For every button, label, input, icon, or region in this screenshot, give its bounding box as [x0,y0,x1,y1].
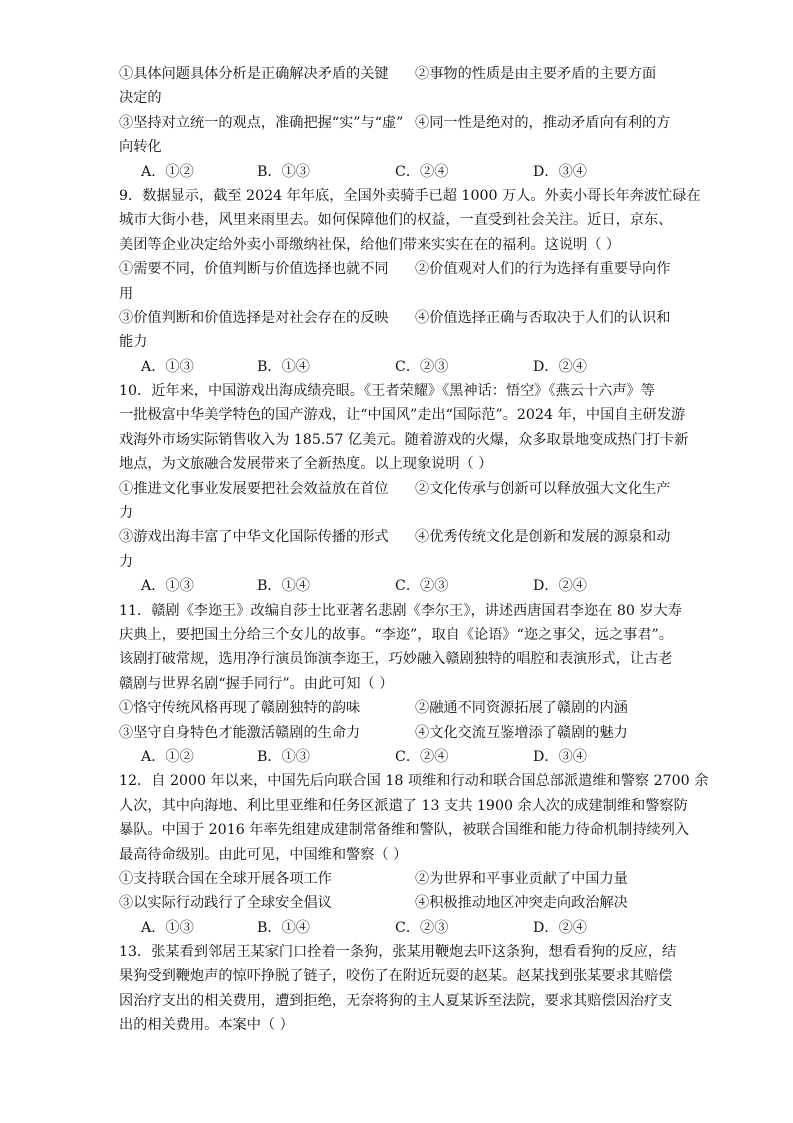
option-2: ②价值观对人们的行为选择有重要导向作 [415,261,671,278]
choice-d: D．③④ [533,163,587,180]
choice-a: A．①③ [141,919,194,936]
choice-d: D．②④ [533,919,587,936]
question-stem: 13．张某看到邻居王某家门口拴着一条狗，张某用鞭炮去吓这条狗，想看看狗的反应，结 [119,944,677,961]
option-2-continued: 用 [119,285,134,302]
option-row [119,257,679,281]
question-stem: 一批极富中华美学特色的国产游戏，让“中国风”走出“国际范”。2024 年，中国自主研发游 [119,407,686,424]
question-stem: 地点，为文旅融合发展带来了全新热度。以上现象说明（ ） [119,456,493,473]
choice-a: A．①② [141,163,194,180]
option-1: ①支持联合国在全球开展各项工作 [119,870,332,887]
question-stem: 11．赣剧《李迩王》改编自莎士比亚著名悲剧《李尔王》，讲述西唐国君李迩在 80 岁大寿 [119,602,682,619]
option-2-continued: 决定的 [119,90,162,107]
question-stem: 因治疗支出的相关费用，遭到拒绝，无奈将狗的主人夏某诉至法院，要求其赔偿因治疗支 [119,992,673,1009]
option-row [119,891,679,915]
exam-content [119,62,709,1038]
option-1: ①具体问题具体分析是正确解决矛盾的关键 [119,66,389,82]
option-2: ②融通不同资源拓展了赣剧的内涵 [415,700,628,717]
option-row [119,867,679,891]
question-stem: 该剧打破常规，选用净行演员饰演李迩王，巧妙融入赣剧独特的唱腔和表演形式，让古老 [119,651,673,668]
option-3: ③以实际行动践行了全球安全倡议 [119,895,332,912]
question-stem: 人次，其中向海地、利比里亚维和任务区派遣了 13 支共 1900 余人次的成建制维和警察防 [119,797,688,814]
option-2-continued: 力 [119,505,134,522]
choice-b: B．①③ [257,163,310,180]
question-stem: 10．近年来，中国游戏出海成绩亮眼。《王者荣耀》《黑神话：悟空》《燕云十六声》等 [119,383,655,400]
question-stem: 出的相关费用。本案中（ ） [119,1017,294,1034]
question-stem: 9．数据显示，截至 2024 年年底，全国外卖骑手已超 1000 万人。外卖小哥长年奔波忙碌在 [119,187,701,204]
choice-b: B．①④ [257,358,310,375]
question-stem: 庆典上，要把国土分给三个女儿的故事。“李迩”，取自《论语》“迩之事父，远之事君”。 [119,626,673,643]
option-4: ④积极推动地区冲突走向政治解决 [415,895,628,912]
choice-a: A．①② [141,748,194,765]
option-1: ①恪守传统风格再现了赣剧独特的韵味 [119,700,361,717]
choice-d: D．②④ [533,358,587,375]
option-2: ②事物的性质是由主要矛盾的主要方面 [415,66,657,82]
option-3: ③价值判断和价值选择是对社会存在的反映 [119,309,389,326]
choice-b: B．①④ [257,578,310,595]
choice-c: C．②③ [395,919,449,936]
option-2: ②为世界和平事业贡献了中国力量 [415,870,628,887]
answer-choices [119,745,679,769]
choice-c: C．②④ [395,748,449,765]
option-3: ③坚守自身特色才能激活赣剧的生命力 [119,724,361,741]
choice-a: A．①③ [141,578,194,595]
answer-choices [119,916,679,940]
choice-d: D．③④ [533,748,587,765]
choice-b: B．①④ [257,919,310,936]
choice-c: C．②③ [395,358,449,375]
option-1: ①需要不同，价值判断与价值选择也就不同 [119,261,389,278]
question-stem: 赣剧与世界名剧“握手同行”。由此可知（ ） [119,675,394,692]
answer-choices [119,574,679,598]
option-4: ④优秀传统文化是创新和发展的源泉和动 [415,529,671,546]
option-row [119,721,679,745]
option-2: ②文化传承与创新可以释放强大文化生产 [415,480,671,497]
option-4-continued: 力 [119,553,134,570]
option-row [119,62,679,86]
option-1: ①推进文化事业发展要把社会效益放在首位 [119,480,389,497]
answer-choices [119,355,679,379]
option-3: ③坚持对立统一的观点，准确把握“实”与“虚” [119,114,404,131]
option-3: ③游戏出海丰富了中华文化国际传播的形式 [119,529,389,546]
option-4: ④文化交流互鉴增添了赣剧的魅力 [415,724,628,741]
choice-c: C．②④ [395,163,449,180]
answer-choices [119,160,679,184]
option-row [119,111,679,135]
choice-b: B．①③ [257,748,310,765]
question-stem: 最高待命级别。由此可见，中国维和警察（ ） [119,846,408,863]
choice-a: A．①③ [141,358,194,375]
question-stem: 暴队。中国于 2016 年率先组建成建制常备维和警队，被联合国维和能力待命机制持续列入 [119,822,690,839]
question-stem: 美团等企业决定给外卖小哥缴纳社保，给他们带来实实在在的福利。这说明（ ） [119,236,621,253]
question-stem: 果狗受到鞭炮声的惊吓挣脱了链子，咬伤了在附近玩耍的赵某。赵某找到张某要求其赔偿 [119,968,673,985]
option-4-continued: 能力 [119,334,148,351]
choice-d: D．②④ [533,578,587,595]
option-row [119,525,679,549]
option-4-continued: 向转化 [119,139,162,156]
option-row [119,477,679,501]
choice-c: C．②③ [395,578,449,595]
option-4: ④同一性是绝对的，推动矛盾向有利的方 [415,114,671,131]
question-stem: 12．自 2000 年以来，中国先后向联合国 18 项维和行动和联合国总部派遣维和警察 2700 余 [119,773,709,790]
question-stem: 戏海外市场实际销售收入为 185.57 亿美元。随着游戏的火爆，众多取景地变成热门打卡新 [119,431,689,448]
option-row [119,306,679,330]
option-row [119,696,679,720]
option-4: ④价值选择正确与否取决于人们的认识和 [415,309,671,326]
question-stem: 城市大街小巷，风里来雨里去。如何保障他们的权益，一直受到社会关注。近日，京东、 [119,212,673,229]
